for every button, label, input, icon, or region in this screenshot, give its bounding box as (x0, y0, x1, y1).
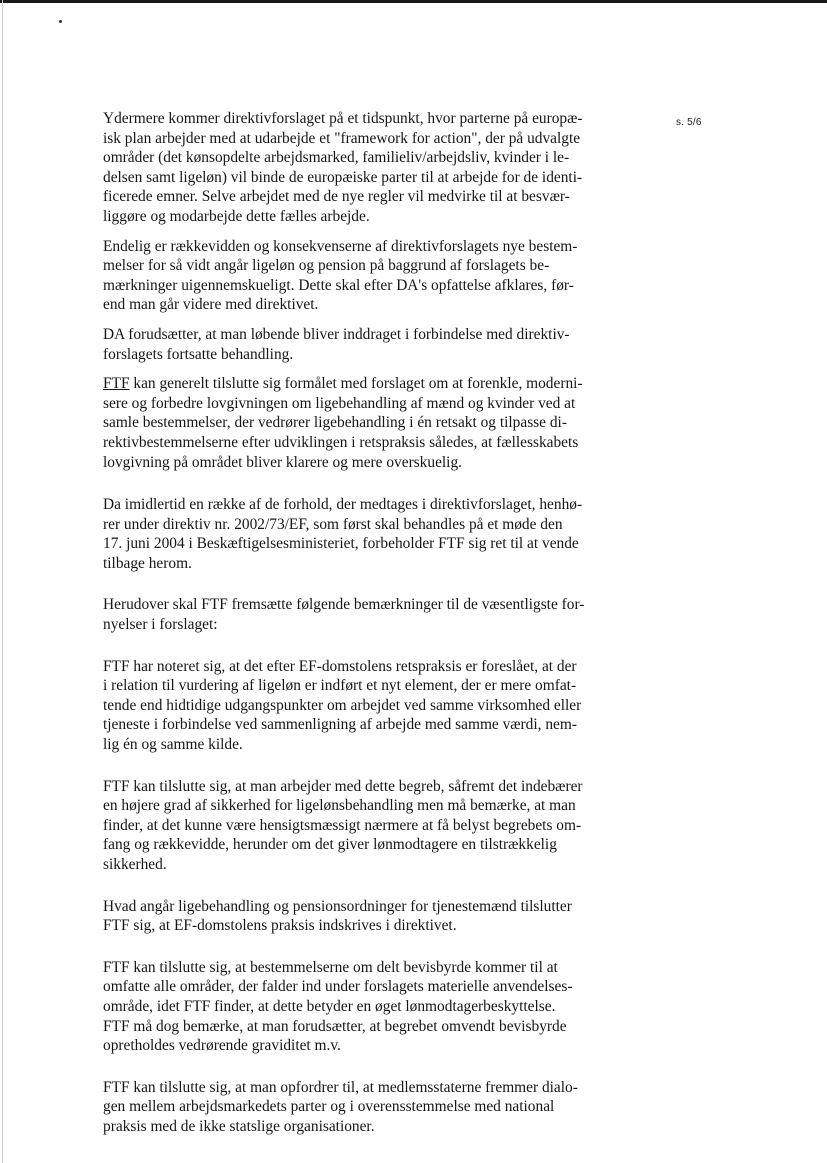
ftf-underlined-lead: FTF (103, 375, 130, 393)
left-scan-edge (2, 0, 3, 1163)
paragraph-remarks-intro: Herudover skal FTF fremsætte følgende bemærkninger til de væsentligste for- nyelser i forslaget: (103, 596, 585, 634)
paragraph-burden-of-proof: FTF kan tilslutte sig, at bestemmelserne om delt bevisbyrde kommer til at omfatte alle områder, der falder ind under forslagets materielle anvendelses- område, idet FTF finder, at dette betyder en øget lønmodtagerbeskyttelse. FTF må dog bemærke, at man forudsætter, at begrebet omvendt bevisbyrde opretholdes vedrørende graviditet m.v. (103, 958, 573, 1055)
ftf-general-support-text: kan generelt tilslutte sig formålet med forslaget om at forenkle, moderni- sere og forbedre lovgivningen om ligebehandling af mænd og kvinder ved at samle bestemmelser, der vedrører ligebehandling i én retsakt og tilpasse di- rektivbestemmelserne efter udviklingen i retspraksis således, at fællesskabets lovgivning på området bliver klarere og mere overskuelig. (103, 375, 583, 471)
paragraph-equal-pay-element: FTF har noteret sig, at det efter EF-domstolens retspraksis er foreslået, at der i relation til vurdering af ligeløn er indført et nyt element, der er mere omfat- tende end hidtidige udgangspunkter om arbejdet ved samme virksomhed eller tjeneste i forbindelse ved sammenligning af arbejde med samme værdi, nem- lig én og samme kilde. (103, 657, 582, 754)
page-number: s. 5/6 (676, 117, 702, 128)
paragraph-scope-consequences: Endelig er rækkevidden og konsekvenserne af direktivforslagets nye bestem- melser for så vidt angår ligeløn og pension på baggrund af forslagets be- mærkninger uigennemskueligt. Dette skal efter DA's opfattelse afklares, før- end man går videre med direktivet. (103, 237, 578, 314)
paragraph-concept-support: FTF kan tilslutte sig, at man arbejder med dette begreb, såfremt det indebærer en højere grad af sikkerhed for ligelønsbehandling men må bemærke, at man finder, at det kunne være hensigtsmæssigt nærmere at få belyst begrebets om- fang og rækkevidde, herunder om det giver lønmodtagere en tilstrækkelig sikkerhed. (103, 777, 583, 873)
document-body (103, 109, 623, 1137)
paragraph-framework-for-action: Ydermere kommer direktivforslaget på et tidspunkt, hvor parterne på europæ- isk plan arbejder med at udarbejde et "framework for action", der på udvalgte områder (det kønsopdelte arbejdsmarked, familieliv/arbejdsliv, kvinder i le- delsen samt ligeløn) vil binde de europæiske parter til at arbejde for de identi- ficerede emner. Selve arbejdet med de nye regler vil medvirke til at besvær- liggøre og modarbejde dette fælles arbejde. (103, 110, 583, 225)
paragraph-ftf-general-support (103, 374, 623, 472)
paragraph-pension-schemes: Hvad angår ligebehandling og pensionsordninger for tjenestemænd tilslutter FTF sig, at EF-domstolens praksis indskrives i direktivet. (103, 897, 572, 935)
paragraph-da-involvement: DA forudsætter, at man løbende bliver inddraget i forbindelse med direktiv- forslagets fortsatte behandling. (103, 325, 570, 363)
paragraph-directive-2002-73: Da imidlertid en række af de forhold, der medtages i direktivforslaget, henhø- rer under direktiv nr. 2002/73/EF, som først skal behandles på et møde den 17. juni 2004 i Beskæftigelsesministeriet, forbeholder FTF sig ret til at vende tilbage herom. (103, 496, 583, 572)
top-border-line (0, 0, 827, 3)
scan-speck (59, 20, 62, 23)
paragraph-social-dialogue: FTF kan tilslutte sig, at man opfordrer til, at medlemsstaterne fremmer dialo- gen mellem arbejdsmarkedets parter og i overensstemmelse med national praksis med de ikke statslige organisationer. (103, 1078, 578, 1135)
